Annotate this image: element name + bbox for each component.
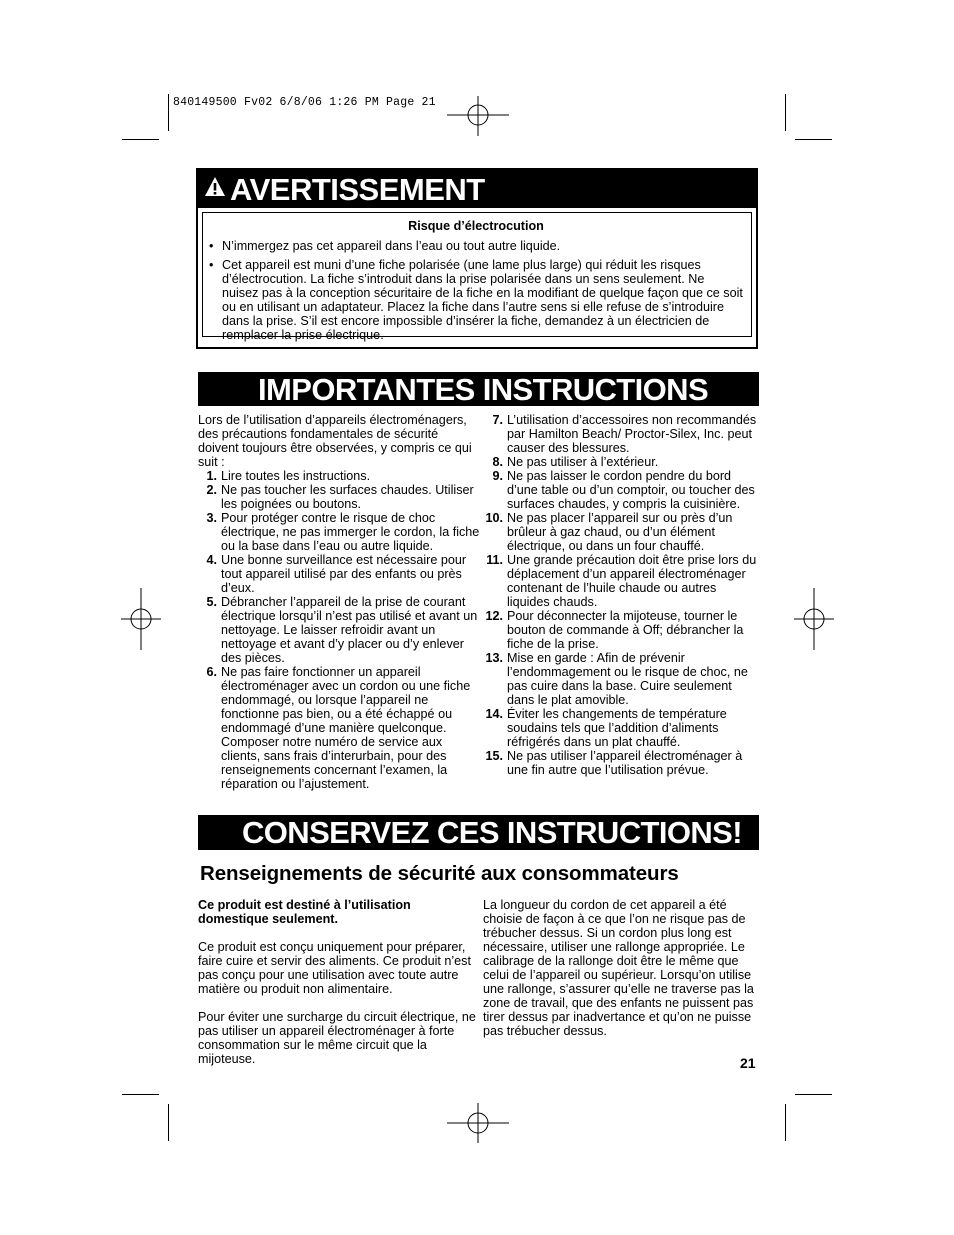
conserve-title: CONSERVEZ CES INSTRUCTIONS! bbox=[242, 815, 742, 850]
registration-mark-left bbox=[121, 588, 161, 650]
warning-subtitle: Risque d’électrocution bbox=[408, 219, 544, 233]
item-number: 1. bbox=[206, 469, 217, 483]
consumer-paragraph: Ce produit est conçu uniquement pour préparer, faire cuire et servir des aliments. Ce produit n’est pas conçu pour une utilisation avec toute autre matière ou produit non alimentaire. bbox=[198, 940, 471, 996]
registration-mark-right bbox=[794, 588, 834, 650]
consumer-right-column bbox=[483, 898, 759, 1038]
warning-title: AVERTISSEMENT bbox=[230, 171, 485, 207]
item-text: Ne pas utiliser à l’extérieur. bbox=[507, 455, 659, 469]
item-number: 13. bbox=[485, 651, 503, 665]
item-text: Mise en garde : Afin de prévenir l’endommagement ou le risque de choc, ne pas cuire dans la base. Cuire seulement dans le plat amovible. bbox=[507, 651, 748, 707]
consumer-left-column bbox=[198, 898, 478, 1066]
item-text: Débrancher l’appareil de la prise de courant électrique lorsqu’il n’est pas utilisé et avant un nettoyage. Le laisser refroidir avant un nettoyage et avant d’y placer ou d’y enlever des pièces. bbox=[221, 595, 478, 665]
item-number: 3. bbox=[206, 511, 217, 525]
item-number: 14. bbox=[485, 707, 503, 721]
item-text: Ne pas laisser le cordon pendre du bord d’une table ou d’un comptoir, ou toucher des surfaces chaudes, y compris la cuisinière. bbox=[507, 469, 755, 511]
item-number: 11. bbox=[486, 553, 503, 567]
list-item bbox=[198, 469, 480, 483]
list-item bbox=[198, 511, 480, 553]
item-number: 9. bbox=[492, 469, 503, 483]
item-number: 7. bbox=[492, 413, 503, 427]
item-number: 4. bbox=[206, 553, 217, 567]
instructions-intro: Lors de l’utilisation d’appareils électroménagers, des précautions fondamentales de sécurité doivent toujours être observées, y compris ce qui suit : bbox=[198, 413, 472, 469]
item-number: 6. bbox=[206, 665, 217, 679]
list-item bbox=[475, 469, 760, 511]
conserve-header bbox=[198, 815, 759, 850]
list-item bbox=[475, 651, 760, 707]
item-text: Ne pas toucher les surfaces chaudes. Utiliser les poignées ou boutons. bbox=[221, 483, 474, 511]
instructions-list-left bbox=[198, 469, 480, 791]
item-number: 12. bbox=[485, 609, 503, 623]
instructions-left-column bbox=[198, 413, 480, 791]
item-text: L’utilisation d’accessoires non recommandés par Hamilton Beach/ Proctor-Silex, Inc. peut causer des blessures. bbox=[507, 413, 757, 455]
instructions-right-column bbox=[475, 413, 760, 777]
list-item bbox=[475, 455, 760, 469]
item-number: 10. bbox=[485, 511, 503, 525]
list-item bbox=[198, 665, 480, 791]
consumer-paragraph: Pour éviter une surcharge du circuit électrique, ne pas utiliser un appareil électroménager à forte consommation sur le même circuit que la mijoteuse. bbox=[198, 1010, 476, 1066]
item-number: 8. bbox=[492, 455, 503, 469]
registration-mark-top bbox=[447, 96, 509, 136]
instructions-header bbox=[198, 372, 759, 406]
item-number: 2. bbox=[206, 483, 217, 497]
item-number: 15. bbox=[485, 749, 503, 763]
warning-item: • N’immergez pas cet appareil dans l’eau ou tout autre liquide. bbox=[209, 239, 743, 253]
list-item bbox=[475, 553, 760, 609]
item-text: Ne pas utiliser l’appareil électroménager à une fin autre que l’utilisation prévue. bbox=[507, 749, 743, 777]
list-item bbox=[198, 553, 480, 595]
item-text: Ne pas placer l’appareil sur ou près d’un brûleur à gaz chaud, ou d’un élément électrique, ou dans un four chauffé. bbox=[507, 511, 733, 553]
warning-body bbox=[202, 212, 752, 342]
item-text: Une grande précaution doit être prise lors du déplacement d’un appareil électroménager contenant de l’huile chaude ou autres liquides chauds. bbox=[507, 553, 757, 609]
registration-mark-bottom bbox=[447, 1103, 509, 1143]
list-item bbox=[198, 595, 480, 665]
consumer-bold-note: Ce produit est destiné à l’utilisation domestique seulement. bbox=[198, 898, 411, 926]
instructions-list-right bbox=[475, 413, 760, 777]
warning-box bbox=[196, 168, 758, 349]
consumer-title: Renseignements de sécurité aux consommateurs bbox=[200, 862, 679, 885]
item-text: Une bonne surveillance est nécessaire pour tout appareil utilisé par des enfants ou près d’eux. bbox=[221, 553, 467, 595]
list-item bbox=[198, 483, 480, 511]
warning-item: • Cet appareil est muni d’une fiche polarisée (une lame plus large) qui réduit les risques d’électrocution. La fiche s’introduit dans la prise polarisée dans un sens seulement. Ne nuisez pas à la conception sécuritaire de la fiche en la modifiant de quelque façon que ce soit ou en utilisant un adaptateur. Placez la fiche dans l’autre sens si elle refuse de s’introduire dans la prise. S’il est encore impossible d’insérer la fiche, demandez à un électricien de remplacer la prise électrique. bbox=[209, 258, 743, 342]
page-number: 21 bbox=[740, 1055, 756, 1071]
list-item bbox=[475, 413, 760, 455]
warning-triangle-icon bbox=[204, 176, 226, 203]
list-item bbox=[475, 609, 760, 651]
item-text: Pour déconnecter la mijoteuse, tourner le bouton de commande à Off; débrancher la fiche de la prise. bbox=[507, 609, 744, 651]
list-item bbox=[475, 511, 760, 553]
instructions-title: IMPORTANTES INSTRUCTIONS bbox=[258, 371, 709, 407]
consumer-paragraph: La longueur du cordon de cet appareil a été choisie de façon à ce que l’on ne risque pas de trébucher dessus. Si un cordon plus long est nécessaire, utiliser une rallonge appropriée. Le calibrage de la rallonge doit être le même que celui de l’appareil ou supérieur. Lorsqu’on utilise une rallonge, s’assurer qu’elle ne traverse pas la zone de travail, que des enfants ne puissent pas tirer dessus par inadvertance et qu’on ne puisse pas trébucher dessus. bbox=[483, 898, 754, 1038]
item-text: Éviter les changements de température soudains tels que l’addition d’aliments réfrigérés dans un plat chauffé. bbox=[507, 707, 727, 749]
item-text: Ne pas faire fonctionner un appareil électroménager avec un cordon ou une fiche endommagé, ou lorsque l’appareil ne fonctionne pas bien, ou a été échappé ou endommagé d’une manière quelconque. Composer notre numéro de service aux clients, sans frais d’interurbain, pour des renseignements concernant l’examen, la réparation ou l’ajustement. bbox=[221, 665, 471, 791]
item-number: 5. bbox=[206, 595, 217, 609]
item-text: Lire toutes les instructions. bbox=[221, 469, 371, 483]
list-item bbox=[475, 707, 760, 749]
printer-slug: 840149500 Fv02 6/8/06 1:26 PM Page 21 bbox=[173, 96, 436, 109]
item-text: Pour protéger contre le risque de choc électrique, ne pas immerger le cordon, la fiche ou la base dans l’eau ou autre liquide. bbox=[221, 511, 480, 553]
list-item bbox=[475, 749, 760, 777]
warning-list bbox=[209, 239, 743, 342]
warning-header bbox=[198, 170, 756, 208]
